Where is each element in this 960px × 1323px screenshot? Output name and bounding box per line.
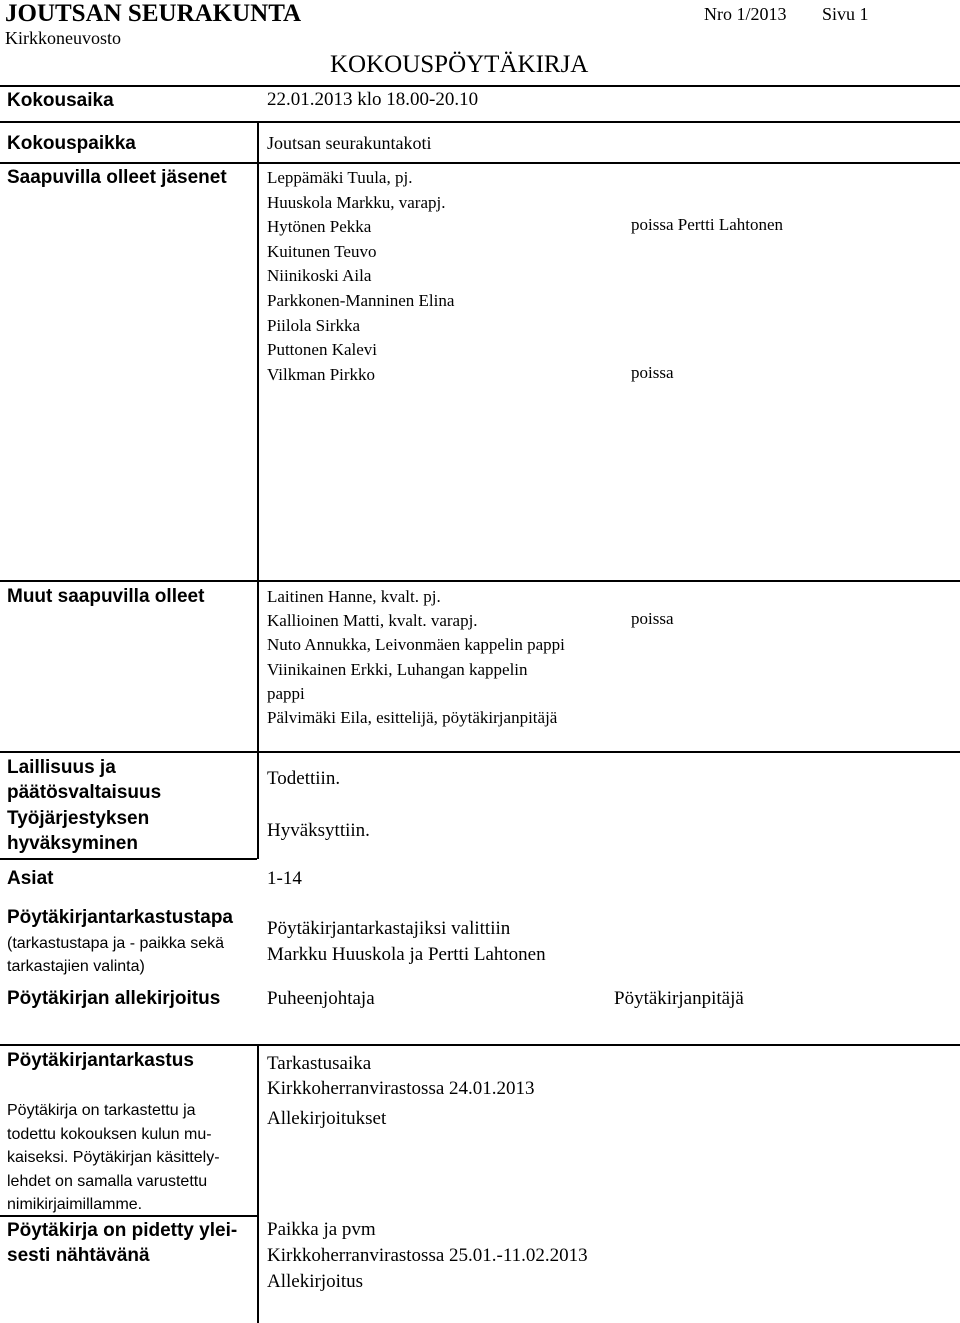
items-label: Asiat [7, 868, 54, 889]
organization-body: Kirkkoneuvosto [5, 28, 121, 48]
inspection-text-line: lehdet on samalla varustettu [7, 1172, 208, 1190]
inspection-method-value-2: Markku Huuskola ja Pertti Lahtonen [267, 944, 546, 965]
other-attendee: Viinikainen Erkki, Luhangan kappelin [267, 659, 528, 679]
inspection-method-label: Pöytäkirjantarkastustapa [7, 907, 233, 928]
document-title: KOKOUSPÖYTÄKIRJA [330, 51, 589, 78]
meeting-place-value: Joutsan seurakuntakoti [267, 133, 432, 153]
page-number: Sivu 1 [822, 4, 869, 24]
inspection-label: Pöytäkirjantarkastus [7, 1050, 194, 1071]
agenda-approval-value: Hyväksyttiin. [267, 820, 370, 841]
inspection-time-value: Kirkkoherranvirastossa 24.01.2013 [267, 1078, 535, 1099]
other-attendee: pappi [267, 683, 305, 703]
inspection-signatures: Allekirjoitukset [267, 1108, 387, 1129]
inspection-text-line: todettu kokouksen kulun mu- [7, 1125, 212, 1143]
others-absence-note: poissa [631, 609, 674, 628]
rule-under-time [0, 121, 960, 123]
other-attendee: Pälvimäki Eila, esittelijä, pöytäkirjanpitäjä [267, 708, 558, 728]
other-attendee: Kallioinen Matti, kvalt. varapj. [267, 611, 478, 631]
public-display-place-value: Kirkkoherranvirastossa 25.01.-11.02.2013 [267, 1245, 588, 1266]
legality-value: Todettiin. [267, 768, 341, 789]
inspection-method-subtitle-2: tarkastajien valinta) [7, 958, 145, 975]
inspection-text-line: Pöytäkirja on tarkastettu ja [7, 1102, 196, 1119]
rule-under-others [0, 751, 960, 753]
member-name: Leppämäki Tuula, pj. [267, 168, 413, 187]
rule-under-agenda [0, 858, 257, 860]
inspection-method-subtitle-1: (tarkastustapa ja - paikka sekä [7, 935, 224, 952]
absence-note-substitute: poissa Pertti Lahtonen [631, 215, 784, 234]
rule-under-place [0, 162, 960, 164]
top-rule [0, 85, 960, 87]
meeting-place-label: Kokouspaikka [7, 133, 136, 154]
other-attendee: Nuto Annukka, Leivonmäen kappelin pappi [267, 635, 565, 655]
inspection-time-label: Tarkastusaika [267, 1053, 372, 1074]
meeting-time-value: 22.01.2013 klo 18.00-20.10 [267, 89, 479, 110]
inspection-text-line: nimikirjaimillamme. [7, 1196, 143, 1214]
meeting-time-label: Kokousaika [7, 90, 114, 111]
absence-note: poissa [631, 363, 674, 382]
member-name: Kuitunen Teuvo [267, 241, 377, 261]
member-name: Piilola Sirkka [267, 315, 361, 335]
member-name: Niinikoski Aila [267, 266, 372, 286]
member-name: Hytönen Pekka [267, 217, 372, 237]
public-display-label-line-1: Pöytäkirja on pidetty ylei- [7, 1220, 238, 1241]
organization-name: JOUTSAN SEURAKUNTA [5, 0, 302, 27]
member-name: Huuskola Markku, varapj. [267, 192, 446, 212]
agenda-approval-label-line-1: Työjärjestyksen [7, 808, 150, 829]
rule-above-inspection [0, 1044, 960, 1046]
public-display-label-line-2: sesti nähtävänä [7, 1245, 150, 1266]
legality-label-line-1: Laillisuus ja [7, 757, 116, 778]
legality-label-line-2: päätösvaltaisuus [7, 782, 162, 803]
others-label: Muut saapuvilla olleet [7, 586, 205, 607]
signature-secretary: Pöytäkirjanpitäjä [614, 988, 744, 1009]
signature-label: Pöytäkirjan allekirjoitus [7, 988, 221, 1009]
public-display-signature: Allekirjoitus [267, 1271, 364, 1292]
others-list [267, 585, 565, 730]
members-label: Saapuvilla olleet jäsenet [7, 167, 227, 188]
column-divider-bottom [257, 1044, 259, 1323]
inspection-text-line: kaiseksi. Pöytäkirjan käsittely- [7, 1149, 220, 1167]
agenda-approval-label-line-2: hyväksyminen [7, 833, 138, 854]
member-name: Parkkonen-Manninen Elina [267, 290, 455, 310]
other-attendee: Laitinen Hanne, kvalt. pj. [267, 587, 441, 606]
inspection-text [7, 1099, 220, 1217]
member-name: Puttonen Kalevi [267, 340, 378, 360]
document-number: Nro 1/2013 [704, 4, 787, 24]
rule-under-members [0, 580, 960, 582]
inspection-method-value-1: Pöytäkirjantarkastajiksi valittiin [267, 918, 511, 939]
public-display-place-label: Paikka ja pvm [267, 1219, 376, 1240]
signature-chair: Puheenjohtaja [267, 988, 375, 1009]
members-list [267, 166, 454, 387]
items-value: 1-14 [267, 868, 302, 889]
member-name: Vilkman Pirkko [267, 364, 376, 384]
column-divider-top [257, 121, 259, 859]
